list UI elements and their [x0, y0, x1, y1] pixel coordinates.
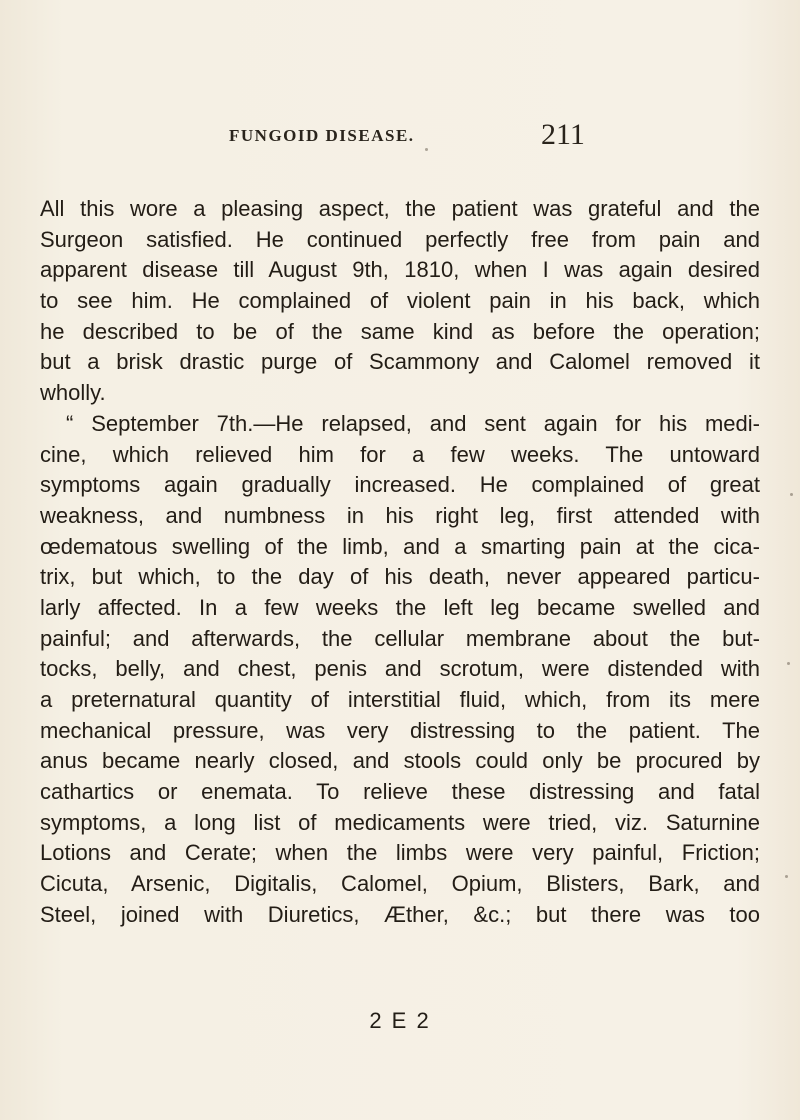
- text-line: weakness, and numbness in his right leg, first attended with: [40, 502, 760, 528]
- text-line: a preternatural quantity of interstitial fluid, which, from its mere: [40, 687, 760, 712]
- running-title: FUNGOID DISEASE.: [229, 126, 415, 145]
- text-line: apparent disease till August 9th, 1810, when I was again desired: [40, 257, 760, 283]
- text-line: larly affected. In a few weeks the left leg became swelled and: [40, 594, 760, 620]
- text-line: Surgeon satisfied. He continued perfectly free from pain and: [40, 226, 760, 252]
- text-line: “ September 7th.—He relapsed, and sent again for his medi-: [66, 410, 760, 436]
- text-line: œdematous swelling of the limb, and a smarting pain at the cica-: [40, 533, 760, 559]
- text-line: wholly.: [40, 380, 106, 406]
- paper-speck: [785, 875, 788, 878]
- text-line: symptoms, a long list of medicaments were tried, viz. Saturnine: [40, 809, 760, 835]
- text-line: painful; and afterwards, the cellular membrane about the but-: [40, 625, 760, 651]
- text-line: tocks, belly, and chest, penis and scrotum, were distended with: [40, 656, 760, 682]
- text-line: All this wore a pleasing aspect, the patient was grateful and the: [40, 196, 760, 221]
- running-head: [0, 118, 800, 158]
- paper-speck: [425, 148, 428, 151]
- text-line: mechanical pressure, was very distressing to the patient. The: [40, 717, 760, 743]
- text-line: but a brisk drastic purge of Scammony and Calomel removed it: [40, 349, 760, 375]
- text-line: Lotions and Cerate; when the limbs were very painful, Friction;: [40, 840, 760, 866]
- text-line: he described to be of the same kind as before the operation;: [40, 318, 760, 344]
- page-number: 211: [541, 118, 585, 151]
- text-line: trix, but which, to the day of his death, never appeared particu-: [40, 564, 760, 590]
- text-line: cine, which relieved him for a few weeks. The untoward: [40, 441, 760, 467]
- paper-speck: [790, 493, 793, 496]
- signature-mark: 2 E 2: [369, 1008, 431, 1033]
- paper-speck: [787, 662, 790, 665]
- body-text: [40, 194, 760, 931]
- text-line: Steel, joined with Diuretics, Æther, &c.; but there was too: [40, 901, 760, 927]
- text-line: to see him. He complained of violent pain in his back, which: [40, 288, 760, 314]
- text-line: symptoms again gradually increased. He complained of great: [40, 472, 760, 498]
- text-line: anus became nearly closed, and stools could only be procured by: [40, 748, 760, 774]
- text-line: Cicuta, Arsenic, Digitalis, Calomel, Opium, Blisters, Bark, and: [40, 871, 760, 897]
- text-line: cathartics or enemata. To relieve these distressing and fatal: [40, 779, 760, 805]
